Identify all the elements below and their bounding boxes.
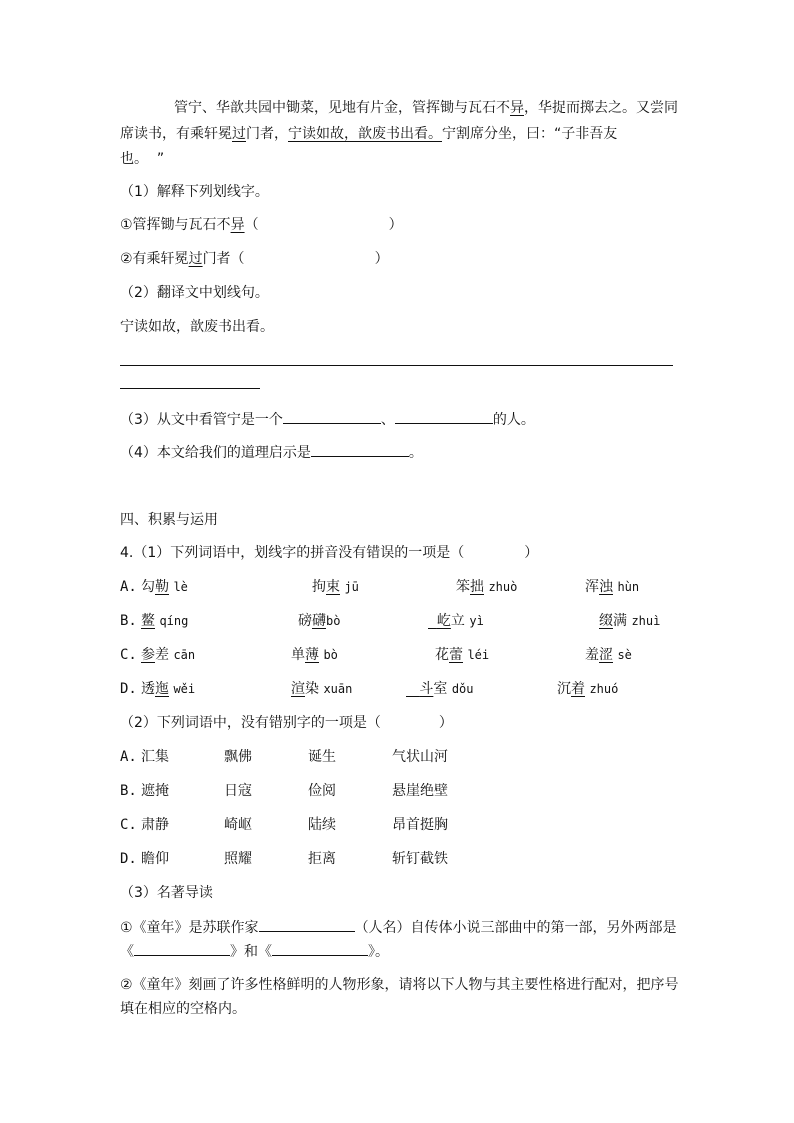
answer-line-1[interactable]	[120, 365, 673, 366]
q42-a-label: A.	[120, 749, 137, 765]
q42-b-word-3: 俭阅	[308, 783, 336, 799]
q1-item-1: ①管挥锄与瓦石不异（ ）	[120, 217, 403, 233]
option-b-word-1: 鳌 qíng	[141, 613, 189, 629]
q42-b-label: B.	[120, 783, 137, 799]
option-c-word-4: 羞涩 sè	[585, 647, 632, 663]
answer-blank[interactable]	[134, 941, 230, 956]
option-a-label: A.	[120, 579, 137, 595]
q43-line-1: ①《童年》是苏联作家 （人名）自传体小说三部曲中的第一部，另外两部是	[120, 917, 677, 938]
q43-title: （3）名著导读	[120, 885, 213, 901]
q42-c-word-2: 崎岖	[224, 817, 252, 833]
q42-b-word-1: 遮掩	[141, 783, 169, 799]
option-c-word-1: 参差 cān	[141, 647, 196, 663]
q42-d-word-3: 拒离	[308, 851, 336, 867]
q1-title: （1）解释下列划线字。	[120, 184, 269, 200]
underlined-char: 过	[232, 126, 246, 142]
q42-a-word-1: 汇集	[141, 749, 169, 765]
option-c-word-2: 单薄 bò	[291, 647, 338, 663]
passage-line-2: 席读书，有乘轩冕过门者，宁读如故，歆废书出看。宁割席分坐，曰：“子非吾友	[120, 126, 618, 142]
q3-question: （3）从文中看管宁是一个 、 的人。	[120, 409, 535, 430]
q42-c-word-4: 昂首挺胸	[392, 817, 448, 833]
option-d-word-4: 沉着 zhuó	[557, 681, 619, 697]
option-b-word-2: 磅礴bò	[298, 613, 341, 629]
option-a-word-1: 勾勒 lè	[141, 579, 188, 595]
q42-d-label: D.	[120, 851, 137, 867]
q42-c-word-1: 肃静	[141, 817, 169, 833]
q42-b-word-4: 悬崖绝壁	[392, 783, 448, 799]
underlined-char: 过	[188, 251, 203, 267]
answer-blank[interactable]	[311, 442, 409, 457]
passage-line-3: 也。 ”	[120, 151, 165, 167]
q41-title: 4.（1）下列词语中，划线字的拼音没有错误的一项是（ ）	[120, 545, 539, 561]
q42-d-word-1: 瞻仰	[141, 851, 169, 867]
q42-d-word-2: 照耀	[224, 851, 252, 867]
passage-line-1: 管宁、华歆共园中锄菜，见地有片金，管挥锄与瓦石不异，华捉而掷去之。又尝同	[174, 100, 678, 116]
option-b-word-4: 缀满 zhuì	[599, 613, 661, 629]
underlined-char: 异	[230, 217, 245, 233]
q1-item-2: ②有乘轩冕过门者（ ）	[120, 251, 389, 267]
q42-a-word-3: 诞生	[308, 749, 336, 765]
q43-line-2: 《 》和《 》。	[120, 941, 389, 962]
answer-blank[interactable]	[272, 941, 368, 956]
q42-d-word-4: 斩钉截铁	[392, 851, 448, 867]
answer-line-2[interactable]	[120, 388, 260, 389]
q42-title: （2）下列词语中，没有错别字的一项是（ ）	[120, 715, 453, 731]
q42-c-word-3: 陆续	[308, 817, 336, 833]
q42-c-label: C.	[120, 817, 137, 833]
answer-blank[interactable]	[395, 409, 493, 424]
option-c-word-3: 花蕾 léi	[435, 647, 490, 663]
underlined-char: 异	[510, 100, 524, 116]
option-a-word-4: 浑浊 hùn	[585, 579, 640, 595]
underlined-sentence: 宁读如故，歆废书出看。	[288, 126, 442, 142]
option-d-word-2: 渲染 xuān	[291, 681, 353, 697]
q4-question: （4）本文给我们的道理启示是 。	[120, 442, 423, 463]
option-a-word-2: 拘束 jū	[312, 579, 359, 595]
answer-blank[interactable]	[259, 917, 355, 932]
q43-line-4: 填在相应的空格内。	[120, 1001, 246, 1017]
option-d-word-1: 透迤 wěi	[141, 681, 196, 697]
section-heading: 四、积累与运用	[120, 512, 218, 528]
option-b-label: B.	[120, 613, 137, 629]
option-c-label: C.	[120, 647, 137, 663]
answer-blank[interactable]	[283, 409, 381, 424]
q43-line-3: ②《童年》刻画了许多性格鲜明的人物形象，请将以下人物与其主要性格进行配对，把序号	[120, 977, 679, 993]
q42-a-word-4: 气状山河	[392, 749, 448, 765]
q2-sentence: 宁读如故，歆废书出看。	[120, 319, 274, 335]
q42-b-word-2: 日寇	[224, 783, 252, 799]
option-d-word-3: 斗室 dǒu	[419, 681, 474, 697]
option-b-word-3: 屹立 yì	[436, 613, 484, 629]
option-a-word-3: 笨拙 zhuò	[456, 579, 518, 595]
q2-title: （2）翻译文中划线句。	[120, 285, 269, 301]
option-d-label: D.	[120, 681, 137, 697]
q42-a-word-2: 飘佛	[224, 749, 252, 765]
